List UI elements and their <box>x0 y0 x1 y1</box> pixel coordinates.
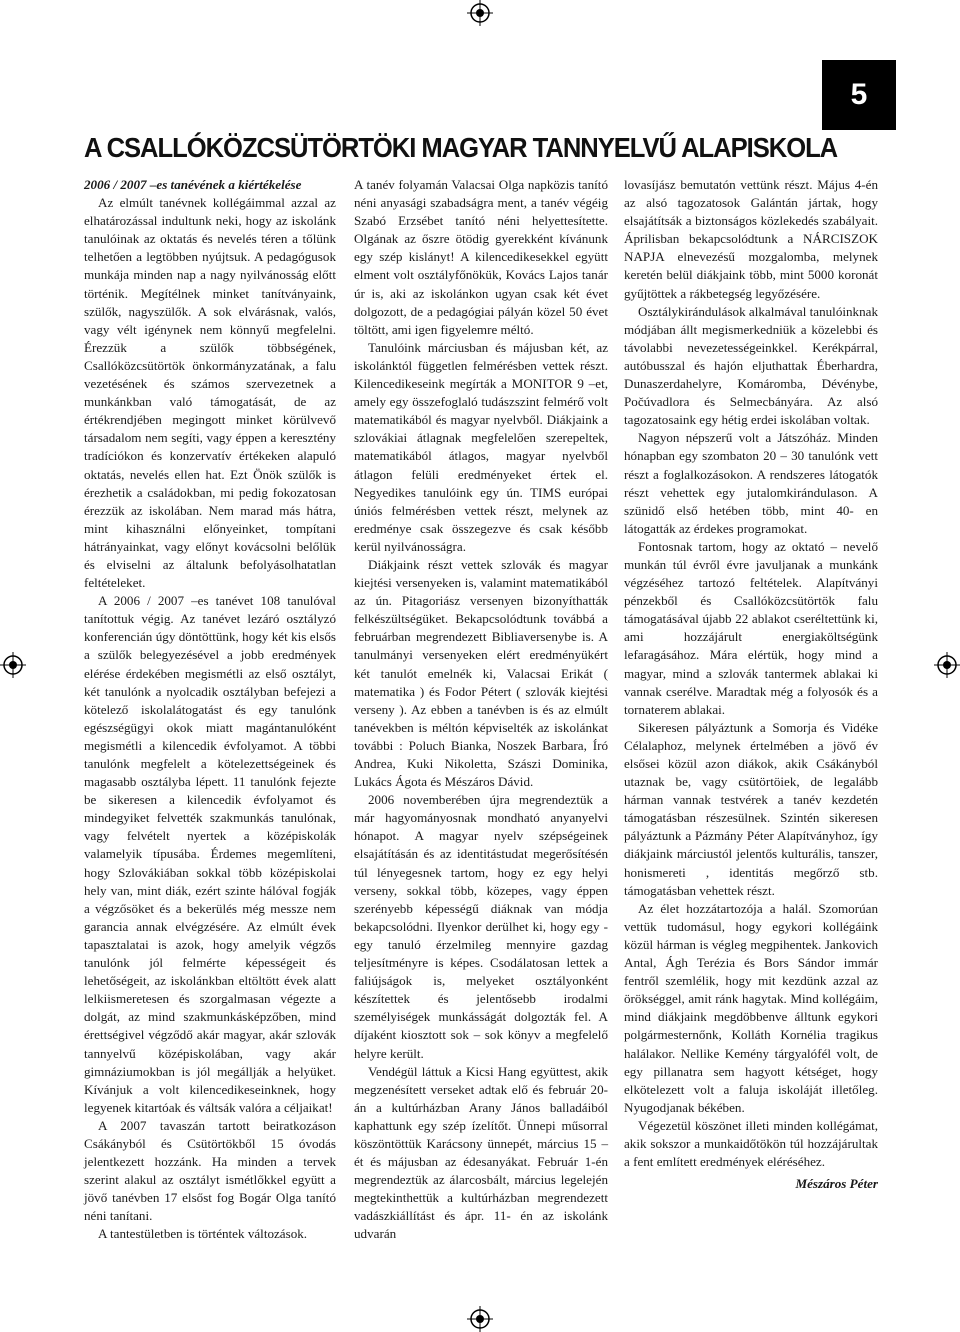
paragraph: Nagyon népszerű volt a Játszóház. Minden hónapban egy szombaton 20 – 30 tanulónk vett részt a foglalkozásokon. A rendszeres látogatók részt vehettek egy jutalomkirándulason. A szünidő első hetében több, mint 40- en látogatták az érdekes programokat. <box>624 430 878 536</box>
article-author: Mészáros Péter <box>795 1176 878 1192</box>
article-column-3 <box>624 176 878 1193</box>
paragraph: Vendégül láttuk a Kicsi Hang együttest, akik megzenésített verseket adtak elő és február 20-án a kultúrházban Arany János balladáiból kaphattunk egy szép ízelítőt. Ünnepi műsorral köszöntöttük Karácsony ünnepét, március 15 –ét és májusban az édesanyákat. Február 1-én megrendeztük az álarcosbált, március legelején megtekinthettük a kultúrházban megrendezett vadászkiállítást és ápr. 11- én az iskolánk udvarán <box>354 1063 608 1242</box>
crosshair-icon <box>0 652 26 678</box>
paragraph: Az élet hozzátartozója a halál. Szomorúan vettük tudomásul, hogy egykori kollégáink közül hárman is végleg megpihentek. Jankovich Antal, Ágh Terézia és Bors Sándor immár fentről szemlélik, hogy mit kezdünk azzal az örökséggel, amit ránk hagytak. Mind kollégáim, mind diákjaink megdöbbenve álltunk egykori polgármesternőnk, Kolláth Kornélia tragikus halálakor. Nellike Kemény tárgyalófél volt, de egy pillanatra sem hagyott kétséget, hogy elkötelezett volt a faluja iskoláját illetőleg. Nyugodjanak békében. <box>624 900 878 1115</box>
paragraph: A tanév folyamán Valacsai Olga napközis tanító néni anyasági szabadságra ment, a tanév végéig Szabó Erzsébet tanító néni helyettesítette. Olgának az őszre ötödig gyerekként kívánunk egy szép kislányt! A kilencedikesekkel együtt elment volt osztályfőnökük, Kovács Lajos tanár úr is, aki az iskolánkon ugyan csak két évet dolgozott, de a pedagógiai pályán közel 50 évet töltött, ami igen figyelemre méltó. <box>354 177 608 337</box>
paragraph: Végezetül köszönet illeti minden kollégámat, akik sokszor a munkaidőtökön túl hozzájárultak a fent említett eredmények eléréséhez. <box>624 1117 878 1170</box>
article-heading: 2006 / 2007 –es tanévének a kiértékelése <box>84 177 302 192</box>
crosshair-icon <box>934 652 960 678</box>
registration-mark-left <box>0 652 26 678</box>
registration-mark-top <box>467 0 493 26</box>
paragraph: Az elmúlt tanévnek kollégáimmal azzal az elhatározással indultunk neki, hogy az iskolánk tanulóinak az oktatás és nevelés téren a tőlünk telhetően a legtöbben nyújtsuk. A pedagógusok munkája minden nap a nagy nyilvánosság előtt történik. Megítélnek minket tanítványaink, szülők, nagyszülők. A sok elvárásnak, valós, vagy vélt igénynek nem könnyű megfelelni. Érezzük a szülők többségének, Csallóközcsütörtök önkormányzatának, a falu vezetésének és számos szervezetnek a munkánkban való támogatását, de az értékrendjében megingott minket körülvevő társadalom nem segíti, vagy éppen a keresztény tradíciókon és konzervatív értékeken alapuló oktatás, nevelés ellen hat. Ezt Önök szülők is érezhetik a családokban, mi pedig fokozatosan érezzük az iskolában. Nem marad más hátra, mint kihasználni előnyeinket, tompítani hátrányainkat, vagy előnyt kovácsolni belőlük és elviselni az általunk befolyásolhatatlan feltételeket. <box>84 195 336 591</box>
paragraph: A tantestületben is történtek változások. <box>98 1226 308 1242</box>
paragraph: A 2006 / 2007 –es tanévet 108 tanulóval tanítottuk végig. Az tanévet lezáró osztályzó konferencián úgy döntöttünk, hogy két kis elsős a szülők belegyezésével a jobb eredmények elérése érdekében megismétli az első osztályt, két tanulónk a nyolcadik osztályban befejezi a kötelező iskolalátogatást és egy tanulónk egészségügyi okok miatt magántanulóként megismétli a kilencedik évfolyamot. A többi tanulónk megfelelt a kötelezettségeinek és magasabb osztályba lépett. 11 tanulónk fejezte be sikeresen a kilencedik évfolyamot és mindegyiket felvették szakmunkás tanulónak, vagy felvételt nyertek a középiskolák valamelyik típusába. Érdemes megemlíteni, hogy Szlovákiában sokkal több középiskolai hely van, mint diák, ezért szinte hálóval fogják a végzősöket és a bekerülés még messze nem garancia annak elvégzésére. Az elmúlt évek tapasztalatai is azok, hogy amelyik végzős tanulónk jól felmérte képességeit és lehetőségeit, az iskolánkban eltöltött évek alatt lelkiismeretesen és szorgalmasan végezte a dolgát, az mind szakmunkásképzőben, mind érettségivel végződő akár magyar, akár szlovák tannyelvű középiskolában, vagy akár gimnáziumokban is jól megállják a helyüket. Kívánjuk a volt kilencedikeseinknek, hogy legyenek kitartóak és váltsák valóra a céljaikat! <box>84 593 336 1115</box>
paragraph: Sikeresen pályáztunk a Somorja és Vidéke Célalaphoz, melynek értelmében a jövő év elsősei közül azon diákok, akik Csákányból utaznak be, vagy csütörtöiek, de legalább hárman vannak testvérek a tanév kezdetén támogatásban részesülnek. Szintén sikeresen pályáztunk a Pázmány Péter Alapítványhoz, így diákjaink márciustól jelentős kulturális, tanszer, honismereti , identitás megőrző stb. támogatásban vehettek részt. <box>624 719 878 898</box>
crosshair-icon <box>467 1306 493 1332</box>
paragraph: Fontosnak tartom, hogy az oktató – nevelő munkán túl évről évre javuljanak a munkánk végzéséhez tartozó feltételek. Alapítványi pénzekből és Csallóközcsütörtök falu támogatásával újabb 22 ablakot cseréltettünk ki, ami hozzájárult energiaköltségünk lefaragásához. Mára elértük, hogy mind a magyar, mind a szlovák tantermek ablakai ki vannak cserélve. Maradtak még a folyosók és a tornaterem ablakai. <box>624 538 878 717</box>
paragraph: lovasíjász bemutatón vettünk részt. Május 4-én az alsó tagozatosok Galántán jártak, hogy elsajátítsák a biztonságos közlekedés szabályait. Áprilisban bekapcsolódtunk a NÁRCISZOK NAPJA elnevezésű mozgalomba, melynek keretén belül diákjaink több, mint 5000 koronát gyűjtöttek a rákbetegség legyőzésére. <box>624 177 878 301</box>
registration-mark-right <box>934 652 960 678</box>
page-number: 5 <box>822 60 896 130</box>
article-column-2 <box>354 176 608 1244</box>
article-column-1 <box>84 176 336 1244</box>
paragraph: Tanulóink márciusban és májusban két, az iskolánktól független felmérésben vettek részt. Kilencedikeseink megírták a MONITOR 9 –et, amely egy összefoglaló tudászszint felmérő volt matematikából és magyar nyelvből. Diákjaink a szlovákiai átlagnak megfelelően szerepeltek, matematikából átlagos, magyar nyelvből átlagon felüli eredményeket értek el. Negyedikes tanulóink egy ún. TIMS európai úniós felmérésben vettek részt, melynek az eredménye csak összegezve és csak később kerül nyilvánosságra. <box>354 339 608 554</box>
paragraph: Diákjaink részt vettek szlovák és magyar kiejtési versenyeken is, valamint matematikából az ún. Pitagoriász versenyen bizonyíthatták felkészültségüket. Bekapcsolódtunk továbbá a februárban megrendezett Bibliaversenybe is. A tanulmányi versenyeken elért eredményükért két tanulót emelnék ki, Valacsai Erikát ( matematika ) és Fodor Pétert ( szlovák kiejtési verseny ). Az ebben a tanévben is és az elmúlt tanévekben is méltón képviselték az iskolánkat további : Poluch Bianka, Noszek Barbara, Író Andrea, Kuki Nikoletta, Szászi Dominika, Lukács Ágota és Mészáros Dávid. <box>354 556 608 790</box>
paragraph: A 2007 tavaszán tartott beiratkozáson Csákányból és Csütörtökből 15 óvodás jelentkezett hozzánk. Ha minden a tervek szerint alakul az osztályt ismétlőkkel együtt a jövő tanévben 17 elsőst fog Bogár Olga tanító néni tanítani. <box>84 1117 336 1224</box>
crosshair-icon <box>467 0 493 26</box>
paragraph: Osztálykirándulások alkalmával tanulóinknak módjában állt megismerkedniük a közelebbi és távolabbi nevezetességeinkkel. Kerékpárral, autóbusszal és hajón eljuthattak Éberhardra, Dunaszerdahelyre, Komáromba, Dévénybe, Počúvadlora és Selmecbányára. Az alsó tagozatosaink egy hétig erdei iskolában voltak. <box>624 303 878 428</box>
registration-mark-bottom <box>467 1306 493 1332</box>
page-title: A CSALLÓKÖZCSÜTÖRTÖKI MAGYAR TANNYELVŰ ALAPISKOLA <box>84 132 838 163</box>
paragraph: 2006 novemberében újra megrendeztük a már hagyományosnak mondható anyanyelvi hónapot. A magyar nyelv szépségeinek elsajátításán és az identitástudat megerősítésén túl lényegesnek tartom, hogy ez egy helyi verseny, sokkal több, közepes, vagy éppen szerényebb képességű diáknak van módja bekapcsolódni. Ilyenkor derülhet ki, hogy egy -egy tanuló érzelmileg mennyire gazdag teljesítményre is képes. Csodálatosan lettek a faliújságok is, melyeket osztályonként készítettek és jelentősebb irodalmi személyiségek munkásságát dolgozták fel. A díjaként kiosztott sok – sok könyv a megfelelő helyre került. <box>354 792 608 1061</box>
